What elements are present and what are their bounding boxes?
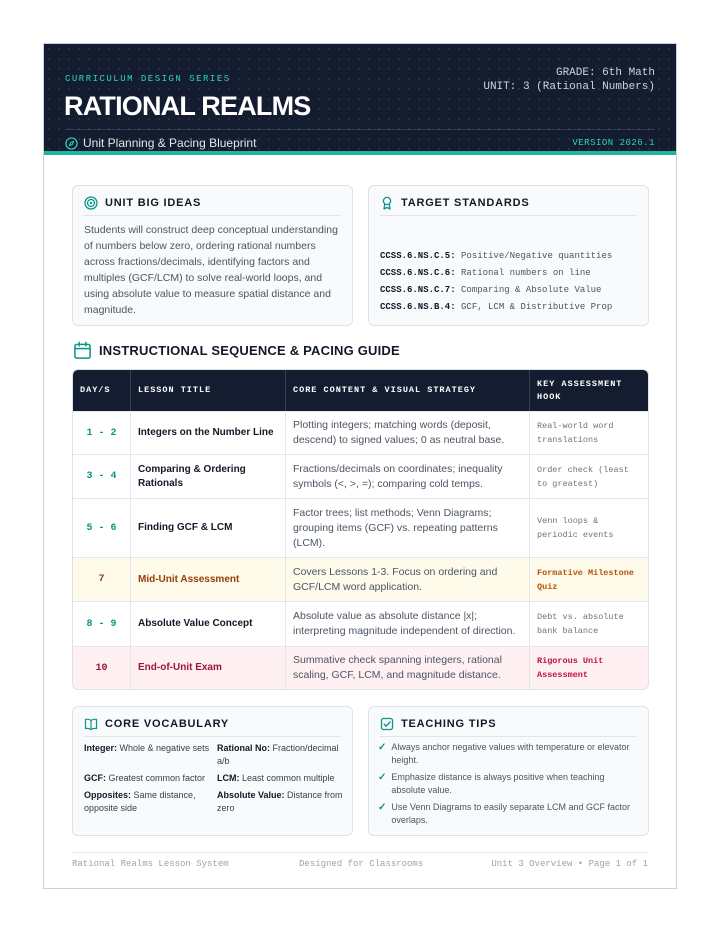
tip-item [378,801,640,827]
check-icon: ✓ [378,742,387,753]
row-core-content: Summative check spanning integers, rational scaling, GCF, LCM, and magnitude distance. [293,654,502,681]
row-lesson-title: End-of-Unit Exam [138,662,222,673]
tips-list [378,741,640,831]
standard-code: CCSS.6.NS.C.5: [380,251,456,261]
calendar-icon [73,341,92,360]
row-days: 7 [98,574,105,585]
column-header-days: DAY/S [80,385,111,395]
vocab-term: Integer: [84,743,118,753]
award-icon [380,196,394,210]
row-days: 8 - 9 [86,618,117,630]
vocab-definition: Distance from zero [217,790,343,813]
vocab-item [217,742,346,768]
row-core-content: Covers Lessons 1-3. Focus on ordering and GCF/LCM word application. [293,565,498,593]
row-core-content: Plotting integers; matching words (deposit, descend) to signed values; 0 as neutral base. [293,419,505,446]
row-days: 10 [95,662,108,674]
version-label: VERSION 2026.1 [572,138,655,148]
big-ideas-title: UNIT BIG IDEAS [105,196,202,209]
vocab-item [217,789,346,815]
standard-code: CCSS.6.NS.C.6: [380,268,456,278]
table-row [73,411,648,454]
column-header-lesson: LESSON TITLE [130,370,285,411]
subtitle-row [65,136,256,150]
big-ideas-card [72,185,353,326]
standard-code: CCSS.6.NS.C.7: [380,285,456,295]
table-row [73,498,648,557]
column-header-hook: KEY ASSESSMENT HOOK [529,370,648,411]
vocab-term: Absolute Value: [217,790,285,800]
standard-item [380,265,612,282]
table-header-row [73,370,648,411]
tip-text: Emphasize distance is always positive when teaching absolute value. [391,772,605,795]
target-icon [84,196,98,210]
row-core-content: Absolute value as absolute distance |x|; interpreting magnitude independent of direction. [293,610,516,637]
row-assessment-hook: Debt vs. absolute bank balance [537,612,624,636]
row-assessment-hook: Real-world word translations [537,421,614,445]
table-row-final-exam [73,646,648,689]
pacing-table [72,369,649,690]
grade-label: GRADE: 6th Math [555,67,655,79]
row-lesson-title: Integers on the Number Line [138,427,274,438]
teaching-tips-card [368,706,649,836]
tips-title: TEACHING TIPS [401,717,497,730]
standard-desc: Positive/Negative quantities [461,251,613,261]
check-icon: ✓ [378,772,387,783]
core-vocabulary-card [72,706,353,836]
row-core-content: Factor trees; list methods; Venn Diagrams; grouping items (GCF) vs. repeating patterns (LCM). [293,506,498,549]
big-ideas-header [84,196,341,216]
vocab-item [217,772,346,785]
target-standards-card [368,185,649,326]
footer-tagline: Designed for Classrooms [299,859,424,869]
row-assessment-hook: Venn loops & periodic events [537,516,614,540]
vocabulary-grid [84,742,346,815]
footer-divider [72,852,649,853]
compass-icon [65,137,78,150]
standard-item [380,248,612,265]
footer-page-info: Unit 3 Overview • Page 1 of 1 [491,859,648,869]
row-lesson-title: Mid-Unit Assessment [138,573,240,585]
sequence-title: INSTRUCTIONAL SEQUENCE & PACING GUIDE [99,343,400,358]
check-icon: ✓ [378,802,387,813]
vocabulary-title: CORE VOCABULARY [105,717,230,730]
unit-label: UNIT: 3 (Rational Numbers) [483,81,655,93]
vocab-term: Rational No: [217,743,270,753]
vocab-definition: Fraction/decimal a/b [217,743,339,766]
tips-header [380,717,637,737]
sequence-section-heading [73,341,400,360]
standard-code: CCSS.6.NS.B.4: [380,302,456,312]
tip-text: Always anchor negative values with temperature or elevator height. [391,742,630,765]
row-lesson-title: Absolute Value Concept [138,618,253,629]
vocab-item [84,789,217,815]
vocab-definition: Least common multiple [242,773,335,783]
grade-unit-block [483,66,655,94]
tip-text: Use Venn Diagrams to easily separate LCM and GCF factor overlaps. [391,802,630,825]
vocab-definition: Same distance, opposite side [84,790,196,813]
standard-desc: Rational numbers on line [461,268,591,278]
table-row-mid-assessment [73,557,648,601]
vocab-term: Opposites: [84,790,132,800]
row-days: 1 - 2 [86,427,117,439]
document-title: RATIONAL REALMS [64,91,311,121]
row-lesson-title: Comparing & Ordering Rationals [138,463,246,489]
standard-item [380,282,612,299]
row-core-content: Fractions/decimals on coordinates; inequality symbols (<, >, =); comparing cold temps. [293,462,503,490]
standard-desc: GCF, LCM & Distributive Prop [461,302,613,312]
row-assessment-hook: Rigorous Unit Assessment [537,656,604,680]
table-row [73,601,648,646]
row-lesson-title: Finding GCF & LCM [138,522,233,533]
standard-item [380,299,612,316]
row-days: 3 - 4 [86,471,117,482]
vocabulary-header [84,717,341,737]
row-assessment-hook: Formative Milestone Quiz [537,567,634,592]
vocab-item [84,772,217,785]
tip-item [378,741,640,767]
standards-title: TARGET STANDARDS [401,196,530,209]
vocab-term: LCM: [217,773,240,783]
footer-system-name: Rational Realms Lesson System [72,859,229,869]
standards-list [380,248,612,316]
vocab-term: GCF: [84,773,106,783]
header-banner [44,44,676,155]
standard-desc: Comparing & Absolute Value [461,285,602,295]
checkbox-icon [380,717,394,731]
big-ideas-text: Students will construct deep conceptual understanding of numbers below zero, ordering rational numbers across fractions/decimals, identifying factors and multiples (GCF/LCM) to solve real-world loops, and using absolute value to measure spatial distance and magnitude. [84,224,338,316]
tip-item [378,771,640,797]
column-header-core: CORE CONTENT & VISUAL STRATEGY [285,370,529,411]
row-assessment-hook: Order check (least to greatest) [537,464,629,489]
vocab-item [84,742,217,768]
vocab-definition: Whole & negative sets [119,743,210,753]
book-icon [84,717,98,731]
document-page [43,43,677,889]
row-days: 5 - 6 [86,522,117,534]
table-row [73,454,648,498]
header-divider [65,129,655,130]
series-label: CURRICULUM DESIGN SERIES [65,74,231,84]
standards-header [380,196,637,216]
vocab-definition: Greatest common factor [108,773,206,783]
subtitle: Unit Planning & Pacing Blueprint [83,136,257,150]
